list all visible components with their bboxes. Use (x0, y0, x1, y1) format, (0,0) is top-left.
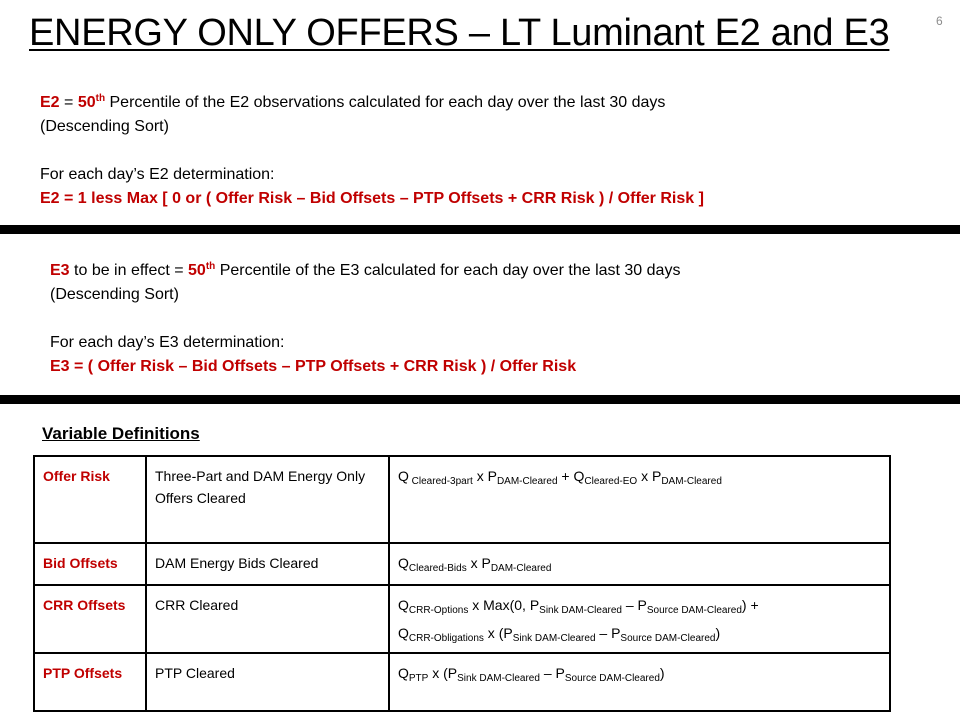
variable-definitions-heading: Variable Definitions (42, 424, 200, 443)
e3-line-3: For each day’s E3 determination: (50, 334, 285, 351)
var-description: Three-Part and DAM Energy Only Offers Cleared (146, 456, 389, 543)
e2-var: E2 (40, 94, 60, 111)
var-formula: $Q_{PTP}$ x $(P_{Sink DAM-Cleared} - P_{Source DAM-Cleared})$ (389, 653, 890, 711)
section-divider-2 (0, 395, 960, 404)
table-row (34, 653, 890, 711)
e2-definition (40, 91, 704, 211)
e3-formula: E3 = ( Offer Risk – Bid Offsets – PTP Offsets + CRR Risk ) / Offer Risk (50, 358, 577, 375)
var-name: CRR Offsets (34, 585, 146, 653)
var-description: PTP Cleared (146, 653, 389, 711)
table-row (34, 585, 890, 653)
var-name: Bid Offsets (34, 543, 146, 585)
e3-eq: to be in effect = (69, 262, 189, 279)
e2-line-3: For each day’s E2 determination: (40, 166, 275, 183)
var-description: DAM Energy Bids Cleared (146, 543, 389, 585)
e3-line-2: (Descending Sort) (50, 286, 179, 303)
e3-line-1 (50, 259, 680, 283)
var-formula: $Q_{CRR-Options}$ x Max(0, $P_{Sink DAM-Cleared} - P_{Source DAM-Cleared}$) + $Q_{CRR-Obligations}$ x $(P_{Sink DAM-Cleared} - P_{Source DAM-Cleared})$ (389, 585, 890, 653)
e2-formula: E2 = 1 less Max [ 0 or ( Offer Risk – Bid Offsets – PTP Offsets + CRR Risk ) / Offer Risk ] (40, 190, 704, 207)
section-divider-1 (0, 225, 960, 234)
e3-var: E3 (50, 262, 70, 279)
var-formula: Q $_{Cleared-3part}$ x $P_{DAM-Cleared} + Q_{Cleared-EO}$ x $P_{DAM-Cleared}$ (389, 456, 890, 543)
e3-percentile: 50th (188, 261, 216, 279)
e2-eq: = (59, 94, 78, 111)
slide-number: 6 (936, 14, 943, 28)
table-row (34, 543, 890, 585)
slide-title: ENERGY ONLY OFFERS – LT Luminant E2 and E3 (29, 12, 890, 54)
e2-line-2: (Descending Sort) (40, 118, 169, 135)
variable-definitions-table (33, 455, 891, 712)
table-row (34, 456, 890, 543)
e3-line-1-text: Percentile of the E3 calculated for each day over the last 30 days (215, 262, 681, 279)
var-name: Offer Risk (34, 456, 146, 543)
var-name: PTP Offsets (34, 653, 146, 711)
var-formula: $Q_{Cleared-Bids}$ x $P_{DAM-Cleared}$ (389, 543, 890, 585)
e2-percentile: 50th (77, 93, 106, 111)
e3-definition (50, 259, 680, 379)
e2-line-1-text: Percentile of the E2 observations calculated for each day over the last 30 days (105, 94, 666, 111)
var-description: CRR Cleared (146, 585, 389, 653)
e2-line-1 (40, 91, 704, 115)
